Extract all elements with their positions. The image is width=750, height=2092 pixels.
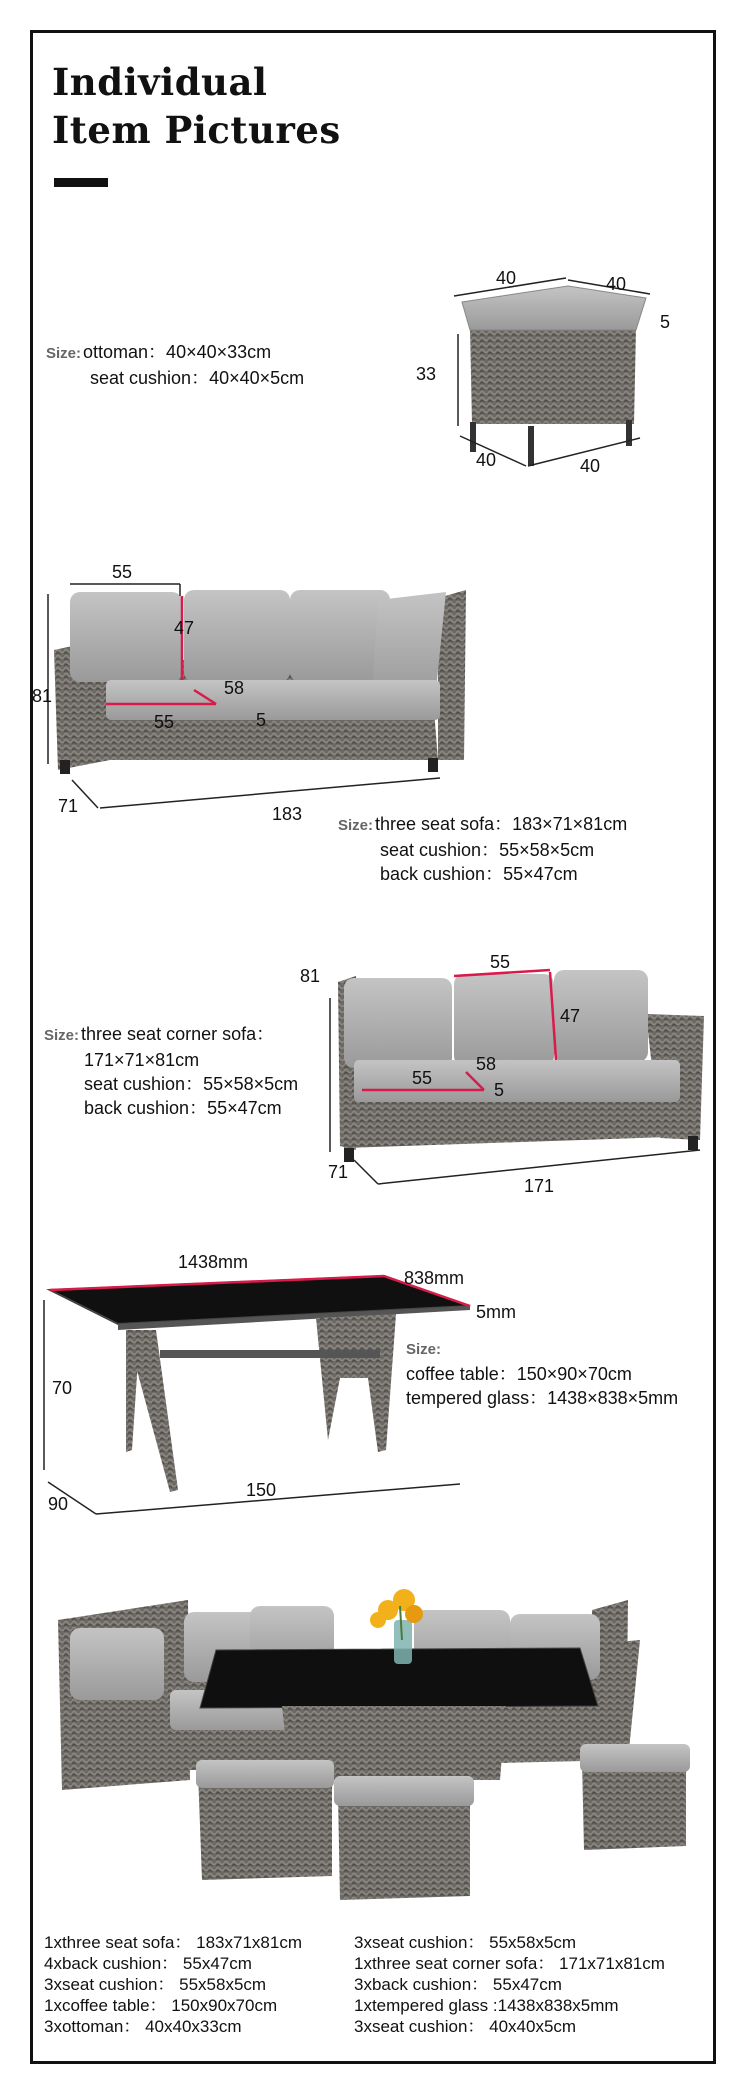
corner-dim-length: 171: [524, 1176, 555, 1196]
corner-size-text: 171×71×81cm: [84, 1050, 200, 1070]
corner-back-cushion-text: back cushion：55×47cm: [84, 1098, 282, 1118]
corner-sofa-illustration: [330, 970, 704, 1184]
table-dim-length: 150: [246, 1480, 277, 1500]
ottoman-dim-height: 33: [416, 364, 437, 384]
sofa-seat-cushion-text: seat cushion：55×58×5cm: [380, 840, 595, 860]
ottoman-spec: [46, 340, 304, 390]
table-glass-text: tempered glass：1438×838×5mm: [406, 1388, 679, 1408]
size-label: Size:: [46, 345, 82, 362]
table-dim-glass-width: 838mm: [404, 1268, 465, 1288]
corner-dim-seat-depth: 58: [476, 1054, 497, 1074]
list-item: 1xthree seat corner sofa： 171x71x81cm: [354, 1954, 665, 1973]
sofa-dim-seat-depth: 58: [224, 678, 245, 698]
list-item: 3xseat cushion： 55x58x5cm: [44, 1975, 267, 1994]
sofa-dim-back-width: 55: [112, 562, 133, 582]
table-size-text: coffee table：150×90×70cm: [406, 1364, 632, 1384]
corner-dim-seat-width: 55: [412, 1068, 433, 1088]
sofa-dim-depth: 71: [58, 796, 79, 816]
contents-column-right: [354, 1932, 665, 2037]
corner-dim-depth: 71: [328, 1162, 349, 1182]
sofa-dim-height: 81: [32, 686, 53, 706]
ottoman-dim-top-left: 40: [496, 268, 517, 288]
size-label: Size:: [338, 817, 374, 834]
sofa-dim-cushion: 5: [256, 710, 267, 730]
corner-dim-cushion: 5: [494, 1080, 505, 1100]
full-set-illustration: [58, 1589, 690, 1900]
corner-dim-back-height: 47: [560, 1006, 581, 1026]
list-item: 1xthree seat sofa： 183x71x81cm: [44, 1933, 302, 1952]
sofa-dim-length: 183: [272, 804, 303, 824]
table-spec: [406, 1336, 678, 1410]
ottoman-size-text: ottoman：40×40×33cm: [83, 342, 272, 362]
sofa-spec: [338, 812, 627, 886]
size-label: Size:: [44, 1027, 80, 1044]
sofa-size-text: three seat sofa：183×71×81cm: [375, 814, 628, 834]
corner-dim-height: 81: [300, 966, 321, 986]
title-line-2: Item Pictures: [52, 108, 341, 152]
list-item: 1xtempered glass :1438x838x5mm: [354, 1996, 619, 2015]
sofa-illustration: [48, 584, 466, 808]
list-item: 3xseat cushion： 40x40x5cm: [354, 2017, 577, 2036]
title-line-1: Individual: [52, 60, 268, 104]
table-dim-height: 70: [52, 1378, 73, 1398]
corner-size-title: three seat corner sofa：: [81, 1024, 275, 1044]
ottoman-dim-bottom-right: 40: [580, 456, 601, 476]
table-dim-glass-length: 1438mm: [178, 1252, 249, 1272]
corner-seat-cushion-text: seat cushion：55×58×5cm: [84, 1074, 299, 1094]
ottoman-dim-top-right: 40: [606, 274, 627, 294]
list-item: 3xseat cushion： 55x58x5cm: [354, 1933, 577, 1952]
ottoman-illustration: [454, 278, 650, 466]
ottoman-dim-cushion: 5: [660, 312, 671, 332]
contents-column-left: [44, 1932, 302, 2037]
list-item: 3xback cushion： 55x47cm: [354, 1975, 562, 1994]
list-item: 1xcoffee table： 150x90x70cm: [44, 1996, 278, 2015]
table-dim-glass-thickness: 5mm: [476, 1302, 516, 1322]
list-item: 4xback cushion： 55x47cm: [44, 1954, 252, 1973]
sofa-dim-seat-width: 55: [154, 712, 175, 732]
corner-dim-back-width: 55: [490, 952, 511, 972]
table-dim-depth: 90: [48, 1494, 69, 1514]
ottoman-dim-bottom-left: 40: [476, 450, 497, 470]
ottoman-cushion-text: seat cushion：40×40×5cm: [90, 368, 305, 388]
list-item: 3xottoman： 40x40x33cm: [44, 2017, 242, 2036]
sofa-back-cushion-text: back cushion：55×47cm: [380, 864, 578, 884]
size-label: Size:: [406, 1341, 442, 1358]
sofa-dim-back-height: 47: [174, 618, 195, 638]
corner-sofa-spec: [44, 1022, 298, 1120]
